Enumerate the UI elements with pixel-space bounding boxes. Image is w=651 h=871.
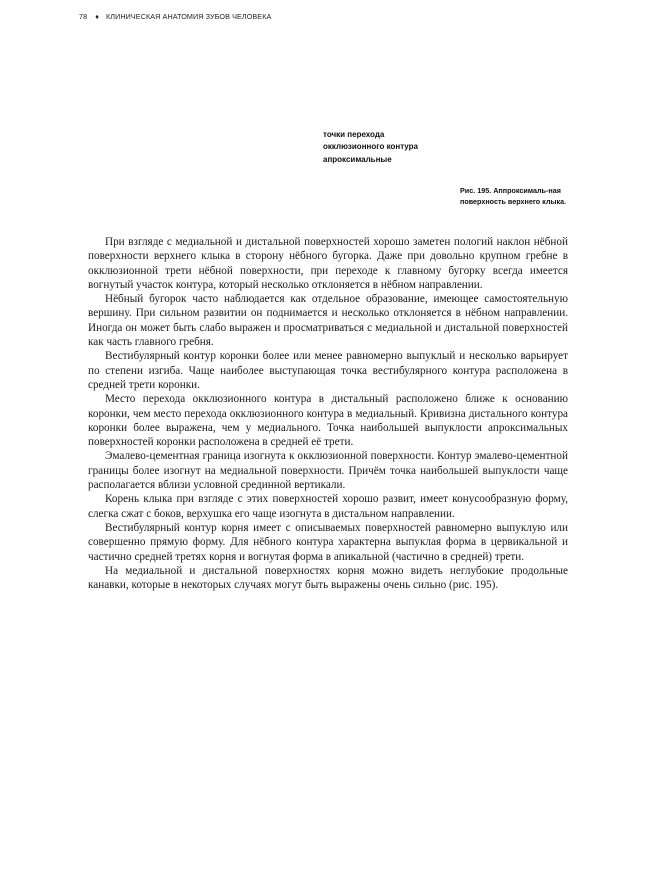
paragraph: При взгляде с медиальной и дистальной поверхностей хорошо заметен пологий наклон нёбной поверхности верхнего клыка в сторону нёбного бугорка. Даже при довольно крупном гребне в окклюзионной трети нёбной поверхности, при переходе к главному бугорку всегда имеется вогнутый участок контура, который несколько отклоняется в нёбном направлении.	[88, 236, 568, 291]
figure-label: точки перехода	[323, 130, 385, 139]
book-title: КЛИНИЧЕСКАЯ АНАТОМИЯ ЗУБОВ ЧЕЛОВЕКА	[105, 12, 272, 21]
caption-number: Рис. 195.	[460, 186, 492, 195]
paragraph: Вестибулярный контур коронки более или менее равномерно выпуклый и несколько варьирует по степени изгиба. Чаще наиболее выступающая точка вестибулярного контура расположена в средней трети коронки.	[88, 350, 568, 391]
running-header	[79, 12, 271, 21]
body-text	[88, 235, 568, 592]
figure-labels	[323, 129, 418, 166]
paragraph: Корень клыка при взгляде с этих поверхностей хорошо развит, имеет конусообразную форму, слегка сжат с боков, верхушка его чаще изогнута в дистальном направлении.	[88, 493, 568, 520]
paragraph: Место перехода окклюзионного контура в дистальный расположено ближе к основанию коронки, чем место перехода окклюзионного контура в медиальный. Кривизна дистального контура коронки более выражена, чем у медиального. Точка наибольшей выпуклости апроксимальных поверхностей коронки расположена в средней её трети.	[88, 393, 568, 449]
paragraph: На медиальной и дистальной поверхностях корня можно видеть неглубокие продольные канавки, которые в некоторых случаях могут быть выражены очень сильно (рис. 195).	[88, 564, 568, 592]
caption-text: Аппроксималь-ная поверхность верхнего клыка.	[460, 186, 567, 207]
figure-caption	[460, 185, 572, 207]
figure-label: окклюзионного контура	[323, 142, 418, 152]
paragraph: Вестибулярный контур корня имеет с описываемых поверхностей равномерно выпуклую или совершенно прямую форму. Для нёбного контура характерна выпуклая форма в цервикальной и частично средней третях корня и вогнутая форма в апикальной (частично в средней) трети.	[88, 521, 568, 563]
page-number: 78	[79, 12, 88, 21]
figure-label: апроксимальные	[323, 154, 392, 164]
paragraph: Нёбный бугорок часто наблюдается как отдельное образование, имеющее самостоятельную вершину. При сильном развитии он поднимается и несколько отклоняется в нёбном направлении. Иногда он может быть слабо выражен и просматриваться с медиальной и дистальной поверхностей как часть главного гребня.	[88, 293, 568, 349]
paragraph: Эмалево-цементная граница изогнута к окклюзионной поверхности. Контур эмалево-цементной границы более изогнут на медиальной поверхности. Причём точка наибольшей выпуклости чаще располагается вблизи условной срединной вертикали.	[88, 450, 568, 492]
diamond-separator-icon: ♦	[95, 12, 99, 21]
